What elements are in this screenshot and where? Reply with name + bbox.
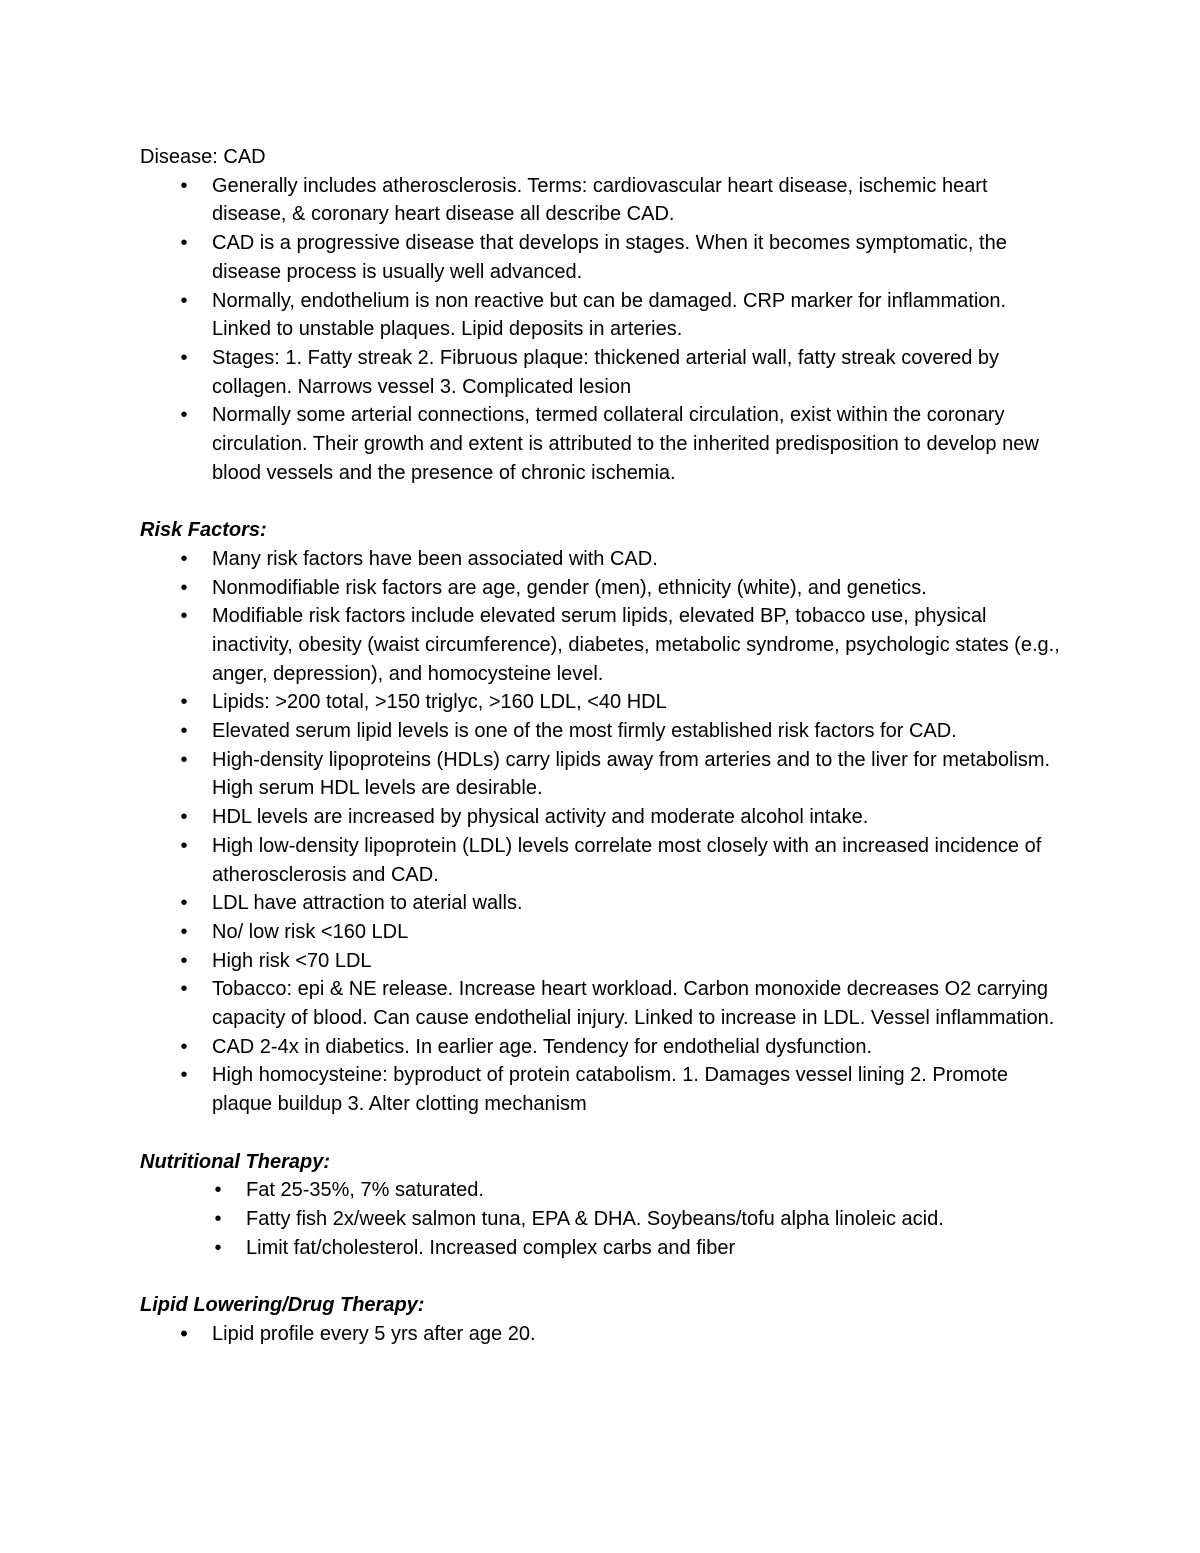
bullet-icon: • <box>180 605 188 628</box>
list-item-text: No/ low risk <160 LDL <box>212 920 409 943</box>
disease-section <box>140 143 1060 487</box>
list-item-text: LDL have attraction to aterial walls. <box>212 892 523 915</box>
list-item-text: High-density lipoproteins (HDLs) carry lipids away from arteries and to the liver for metabolism. High serum HDL levels are desirable. <box>212 748 1051 800</box>
bullet-icon: • <box>180 174 188 197</box>
list-item <box>140 918 1060 947</box>
list-item-text: Tobacco: epi & NE release. Increase heart workload. Carbon monoxide decreases O2 carrying capacity of blood. Can cause endothelial injury. Linked to increase in LDL. Vessel inflammation. <box>212 978 1055 1030</box>
list-item <box>140 947 1060 976</box>
bullet-icon: • <box>180 1320 188 1346</box>
bullet-icon: • <box>180 892 188 915</box>
list-item-text: Fat 25-35%, 7% saturated. <box>246 1179 484 1202</box>
list-item <box>140 545 1060 574</box>
list-item-text: HDL levels are increased by physical activity and moderate alcohol intake. <box>212 806 869 829</box>
bullet-icon: • <box>180 346 188 369</box>
bullet-icon: • <box>214 1179 222 1202</box>
list-item-text: Fatty fish 2x/week salmon tuna, EPA & DHA. Soybeans/tofu alpha linoleic acid. <box>246 1207 944 1230</box>
bullet-icon: • <box>214 1236 222 1259</box>
list-item <box>140 1320 1060 1349</box>
lipid-lowering-heading: Lipid Lowering/Drug Therapy: <box>140 1294 425 1317</box>
list-item-text: CAD is a progressive disease that develops in stages. When it becomes symptomatic, the disease process is usually well advanced. <box>212 232 1007 283</box>
list-item-text: Normally some arterial connections, termed collateral circulation, exist within the coronary circulation. Their growth and extent is attributed to the inherited predisposition to develop new blood vessels and the presence of chronic ischemia. <box>212 404 1039 484</box>
list-item-text: High risk <70 LDL <box>212 949 372 972</box>
bullet-icon: • <box>180 748 188 771</box>
list-item <box>140 1033 1060 1062</box>
list-item <box>140 344 1060 401</box>
section-spacer <box>140 487 1060 516</box>
list-item <box>140 1061 1060 1118</box>
list-item <box>140 832 1060 889</box>
bullet-icon: • <box>180 576 188 599</box>
disease-heading: Disease: CAD <box>140 146 266 168</box>
list-item-text: Generally includes atherosclerosis. Terms: cardiovascular heart disease, ischemic heart disease, & coronary heart disease all describe CAD. <box>212 174 988 226</box>
list-item <box>140 401 1060 487</box>
section-spacer <box>140 1119 1060 1148</box>
nutritional-therapy-list <box>140 1176 1060 1262</box>
bullet-icon: • <box>180 806 188 829</box>
list-item-text: Many risk factors have been associated with CAD. <box>212 547 658 570</box>
risk-factors-list <box>140 545 1060 1119</box>
list-item-text: Nonmodifiable risk factors are age, gender (men), ethnicity (white), and genetics. <box>212 576 927 599</box>
list-item <box>140 1205 1060 1234</box>
list-item-text: Lipids: >200 total, >150 triglyc, >160 LDL, <40 HDL <box>212 691 667 714</box>
disease-list <box>140 172 1060 488</box>
list-item <box>140 975 1060 1032</box>
bullet-icon: • <box>180 834 188 857</box>
list-item-text: Normally, endothelium is non reactive but can be damaged. CRP marker for inflammation. Linked to unstable plaques. Lipid deposits in arteries. <box>212 289 1007 341</box>
bullet-icon: • <box>180 404 188 427</box>
nutritional-therapy-section <box>140 1148 1060 1263</box>
list-item <box>140 889 1060 918</box>
bullet-icon: • <box>180 920 188 943</box>
bullet-icon: • <box>180 1035 188 1058</box>
list-item <box>140 688 1060 717</box>
list-item <box>140 1234 1060 1263</box>
lipid-lowering-list <box>140 1320 1060 1349</box>
bullet-icon: • <box>180 691 188 714</box>
list-item-text: CAD 2-4x in diabetics. In earlier age. Tendency for endothelial dysfunction. <box>212 1035 873 1058</box>
bullet-icon: • <box>180 1064 188 1087</box>
nutritional-therapy-heading: Nutritional Therapy: <box>140 1150 331 1173</box>
document-body <box>140 143 1060 1348</box>
list-item <box>140 1176 1060 1205</box>
bullet-icon: • <box>180 978 188 1001</box>
bullet-icon: • <box>180 232 188 255</box>
bullet-icon: • <box>214 1207 222 1230</box>
list-item <box>140 229 1060 286</box>
list-item-text: Lipid profile every 5 yrs after age 20. <box>212 1322 536 1345</box>
list-item-text: Elevated serum lipid levels is one of the most firmly established risk factors for CAD. <box>212 720 957 743</box>
list-item <box>140 602 1060 688</box>
list-item-text: Stages: 1. Fatty streak 2. Fibruous plaque: thickened arterial wall, fatty streak covered by collagen. Narrows vessel 3. Complicated lesion <box>212 346 1000 398</box>
list-item <box>140 172 1060 229</box>
list-item-text: Modifiable risk factors include elevated serum lipids, elevated BP, tobacco use, physical inactivity, obesity (waist circumference), diabetes, metabolic syndrome, psychologic states (e.g., anger, depression), and homocysteine level. <box>212 605 1060 685</box>
bullet-icon: • <box>180 949 188 972</box>
lipid-lowering-section <box>140 1291 1060 1348</box>
list-item-text: High low-density lipoprotein (LDL) levels correlate most closely with an increased incidence of atherosclerosis and CAD. <box>212 834 1042 886</box>
list-item-text: Limit fat/cholesterol. Increased complex carbs and fiber <box>246 1236 736 1259</box>
bullet-icon: • <box>180 289 188 312</box>
risk-factors-section <box>140 516 1060 1119</box>
list-item <box>140 574 1060 603</box>
list-item <box>140 717 1060 746</box>
risk-factors-heading: Risk Factors: <box>140 519 267 542</box>
section-spacer <box>140 1262 1060 1291</box>
bullet-icon: • <box>180 720 188 743</box>
list-item <box>140 287 1060 344</box>
list-item <box>140 746 1060 803</box>
list-item-text: High homocysteine: byproduct of protein catabolism. 1. Damages vessel lining 2. Promote plaque buildup 3. Alter clotting mechanism <box>212 1064 1008 1116</box>
list-item <box>140 803 1060 832</box>
bullet-icon: • <box>180 547 188 570</box>
